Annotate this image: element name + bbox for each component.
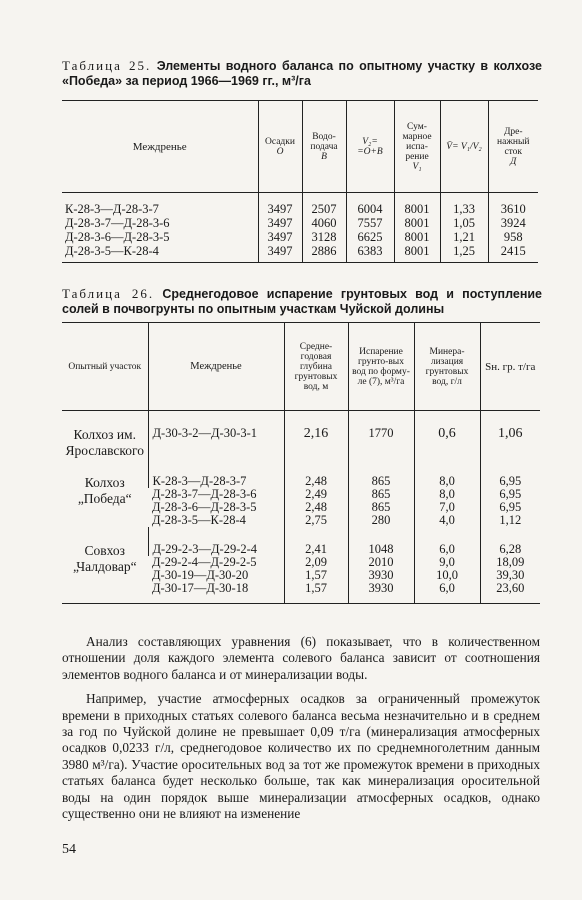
table26-cell-s: 6,28 bbox=[480, 543, 540, 556]
table-row bbox=[62, 475, 540, 488]
table26-cell-mezhdurene: Д-28-3-7—Д-28-3-6 bbox=[152, 487, 257, 501]
table26-spacer bbox=[62, 411, 540, 428]
table25-cell-drenazh: 3924 bbox=[488, 216, 538, 230]
table25-header-ratio: V̄= V₁/V₂ bbox=[440, 101, 488, 193]
table25-header-vodopodacha: Водо-подача В bbox=[302, 101, 346, 193]
table25-cell-name: Д-28-3-6—Д-28-3-5 bbox=[65, 230, 170, 244]
table25-cell-vodopodacha: 2886 bbox=[302, 244, 346, 263]
table26-spacer bbox=[62, 527, 540, 543]
body-text bbox=[62, 634, 540, 822]
table25-cell-ratio: 1,05 bbox=[440, 216, 488, 230]
table-row bbox=[62, 427, 540, 459]
table26-cell-mineral: 7,0 bbox=[414, 501, 480, 514]
table26-cell-isparenie: 865 bbox=[348, 475, 414, 488]
table25-cell-osadki: 3497 bbox=[258, 230, 302, 244]
table26-cell-glubina: 2,49 bbox=[284, 488, 348, 501]
table26-cell-isparenie: 280 bbox=[348, 514, 414, 527]
table26-cell-mineral: 9,0 bbox=[414, 556, 480, 569]
table25-cell-ratio: 1,21 bbox=[440, 230, 488, 244]
page-number: 54 bbox=[62, 842, 76, 857]
table26-header-uchastok: Опытный участок bbox=[68, 361, 142, 372]
table26-cell-glubina: 2,09 bbox=[284, 556, 348, 569]
table26-cell-site: Колхоз „Победа“ bbox=[77, 475, 132, 506]
table25-cell-v2: 6383 bbox=[346, 244, 394, 263]
table26-header-s: Sн. гр. т/га bbox=[480, 323, 540, 411]
table25-header-row bbox=[62, 101, 538, 193]
table26-cell-mineral: 4,0 bbox=[414, 514, 480, 527]
table25-caption-label: Таблица 25. bbox=[62, 58, 152, 73]
table26-cell-glubina: 2,48 bbox=[284, 475, 348, 488]
table26-cell-s: 23,60 bbox=[480, 582, 540, 604]
table26-cell-mezhdurene: Д-28-3-6—Д-28-3-5 bbox=[152, 500, 257, 514]
table25-cell-v2: 7557 bbox=[346, 216, 394, 230]
table26-cell-mineral: 0,6 bbox=[414, 427, 480, 459]
table-row bbox=[62, 543, 540, 556]
table25-cell-ratio: 1,25 bbox=[440, 244, 488, 263]
table26-cell-mineral: 8,0 bbox=[414, 475, 480, 488]
table26-cell-s: 1,12 bbox=[480, 514, 540, 527]
table25-cell-vodopodacha: 3128 bbox=[302, 230, 346, 244]
table25-cell-drenazh: 958 bbox=[488, 230, 538, 244]
table26-cell-s: 39,30 bbox=[480, 569, 540, 582]
table25-cell-vodopodacha: 2507 bbox=[302, 193, 346, 217]
table26-cell-mezhdurene: Д-28-3-5—К-28-4 bbox=[152, 513, 246, 527]
table26-cell-isparenie: 865 bbox=[348, 488, 414, 501]
table25-cell-name: К-28-3—Д-28-3-7 bbox=[65, 202, 159, 216]
table26-caption bbox=[62, 286, 542, 317]
table25-cell-osadki: 3497 bbox=[258, 244, 302, 263]
table25-cell-drenazh: 3610 bbox=[488, 193, 538, 217]
table25-header-osadki: Осадки О bbox=[258, 101, 302, 193]
table26-cell-isparenie: 3930 bbox=[348, 582, 414, 604]
table25-header-drenazh: Дре-нажный сток Д bbox=[488, 101, 538, 193]
table25-cell-osadki: 3497 bbox=[258, 193, 302, 217]
table-row bbox=[62, 230, 538, 244]
table-row bbox=[62, 216, 538, 230]
table25-cell-vodopodacha: 4060 bbox=[302, 216, 346, 230]
table26-header-mineral: Минера-лизация грунтовых вод, г/л bbox=[414, 323, 480, 411]
table26-header-mezhdurene: Междренье bbox=[148, 323, 284, 411]
table25 bbox=[62, 100, 538, 263]
table26-cell-isparenie: 1048 bbox=[348, 543, 414, 556]
table25-cell-v1: 8001 bbox=[394, 193, 440, 217]
table25-caption-text: Элементы водного баланса по опытному участку в колхозе «Победа» за период 1966—1969 гг., м³/га bbox=[62, 59, 542, 88]
table26-cell-mineral: 10,0 bbox=[414, 569, 480, 582]
table26-cell-mezhdurene: Д-30-3-2—Д-30-3-1 bbox=[148, 427, 284, 459]
table26-caption-text: Среднегодовое испарение грунтовых вод и поступление солей в почвогрунты по опытным участкам Чуйской долины bbox=[62, 287, 543, 316]
table26-cell-glubina: 2,41 bbox=[284, 543, 348, 556]
table25-cell-name: Д-28-3-5—К-28-4 bbox=[65, 244, 159, 258]
table25-caption bbox=[62, 58, 542, 89]
table26-cell-s: 1,06 bbox=[480, 427, 540, 459]
table26-cell-isparenie: 1770 bbox=[348, 427, 414, 459]
table25-cell-ratio: 1,33 bbox=[440, 193, 488, 217]
table26-cell-s: 6,95 bbox=[480, 475, 540, 488]
table26-cell-s: 18,09 bbox=[480, 556, 540, 569]
table26-cell-glubina: 2,75 bbox=[284, 514, 348, 527]
table26-cell-isparenie: 3930 bbox=[348, 569, 414, 582]
table26-header-isparenie: Испарение грунто-вых вод по форму-ле (7), м³/га bbox=[348, 323, 414, 411]
table26-spacer bbox=[62, 459, 540, 475]
table26-caption-label: Таблица 26. bbox=[62, 286, 155, 301]
table25-cell-v1: 8001 bbox=[394, 230, 440, 244]
table26-cell-mezhdurene: К-28-3—Д-28-3-7 bbox=[148, 475, 284, 488]
table26-cell-glubina: 2,48 bbox=[284, 501, 348, 514]
table25-cell-v2: 6004 bbox=[346, 193, 394, 217]
table26-cell-mineral: 6,0 bbox=[414, 543, 480, 556]
table26-header-row bbox=[62, 323, 540, 411]
table26-cell-site: Совхоз „Чалдовар“ bbox=[72, 543, 137, 574]
table26-cell-s: 6,95 bbox=[480, 501, 540, 514]
table26-header-glubina: Средне-годовая глубина грунтовых вод, м bbox=[284, 323, 348, 411]
table26-cell-mezhdurene: Д-30-17—Д-30-18 bbox=[152, 581, 249, 595]
table26-cell-mezhdurene: Д-29-2-4—Д-29-2-5 bbox=[152, 555, 257, 569]
table26-cell-isparenie: 2010 bbox=[348, 556, 414, 569]
table25-cell-v1: 8001 bbox=[394, 216, 440, 230]
table26-cell-site: Колхоз им. Ярославского bbox=[65, 427, 144, 458]
table25-cell-drenazh: 2415 bbox=[488, 244, 538, 263]
table26-cell-glubina: 2,16 bbox=[284, 427, 348, 459]
table26-cell-mezhdurene: Д-30-19—Д-30-20 bbox=[152, 568, 249, 582]
table25-header-mezhdurene: Междренье bbox=[132, 140, 187, 153]
table25-header-summarnoe: Сум-марное испа-рение V₁ bbox=[394, 101, 440, 193]
table25-cell-v2: 6625 bbox=[346, 230, 394, 244]
table25-cell-name: Д-28-3-7—Д-28-3-6 bbox=[65, 216, 170, 230]
table26-cell-mezhdurene: Д-29-2-3—Д-29-2-4 bbox=[148, 543, 284, 556]
table25-cell-v1: 8001 bbox=[394, 244, 440, 263]
table-row bbox=[62, 244, 538, 263]
table26-cell-s: 6,95 bbox=[480, 488, 540, 501]
table25-cell-osadki: 3497 bbox=[258, 216, 302, 230]
table26-cell-mineral: 8,0 bbox=[414, 488, 480, 501]
paragraph-1: Анализ составляющих уравнения (6) показывает, что в количественном отношении доля каждого элемента солевого баланса зависит от соотношения элементов водного баланса и от минерализации воды. bbox=[62, 634, 540, 682]
table26-cell-glubina: 1,57 bbox=[284, 582, 348, 604]
table26-cell-glubina: 1,57 bbox=[284, 569, 348, 582]
table26-cell-isparenie: 865 bbox=[348, 501, 414, 514]
table-row bbox=[62, 193, 538, 217]
table26-cell-mineral: 6,0 bbox=[414, 582, 480, 604]
table25-header-v2: V₂= =О+В bbox=[346, 101, 394, 193]
paragraph-2: Например, участие атмосферных осадков за ограниченный промежуток времени в приходных статьях солевого баланса весьма незначительно и в среднем за год по Чуйской долине не превышает 0,09 т/га (минерализация атмосферных осадков 0,0233 г/л, среднегодовое количество их по среднемноголетним данным 3980 м³/га). Участие оросительных вод за тот же промежуток времени в приходных статьях баланса будет несколько больше, так как минерализация оросительной воды на один порядок выше минерализации атмосферных осадков, однако существенно они не влияют на изменение bbox=[62, 691, 540, 822]
table26 bbox=[62, 322, 540, 604]
